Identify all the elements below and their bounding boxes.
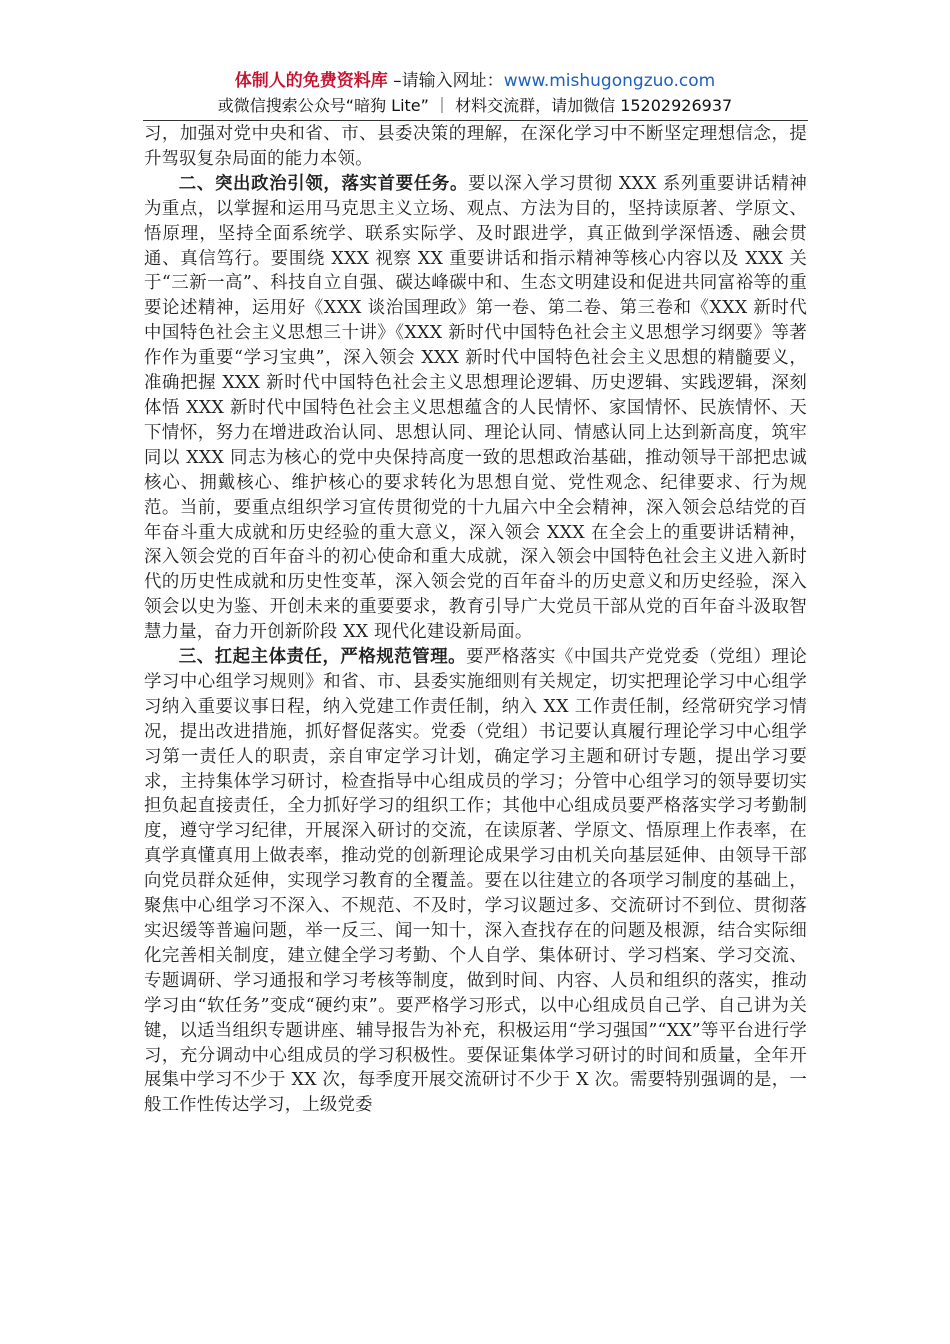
header-banner-line bbox=[0, 68, 950, 94]
paragraph-continuation: 习，加强对党中央和省、市、县委决策的理解，在深化学习中不断坚定理想信念，提升驾驭复杂局面的能力本领。 bbox=[144, 124, 807, 169]
paragraph-section-2 bbox=[144, 172, 807, 645]
header-contact-line: 或微信搜索公众号“暗狗 Lite” ｜ 材料交流群，请加微信 15202926937 bbox=[217, 96, 733, 115]
section-3-text: 要严格落实《中国共产党党委（党组）理论学习中心组学习规则》和省、市、县委实施细则有关规定，切实把理论学习中心组学习纳入重要议事日程，纳入党建工作责任制，纳入 XX 工作责任制，经常研究学习情况，提出改进措施，抓好督促落实。党委（党组）书记要认真履行理论学习中心组学习第一责任人的职责，亲自审定学习计划，确定学习主题和研讨专题，提出学习要求，主持集体学习研讨，检查指导中心组成员的学习；分管中心组学习的领导要切实担负起直接责任，全力抓好学习的组织工作；其他中心组成员要严格落实学习考勤制度，遵守学习纪律，开展深入研讨的交流，在读原著、学原文、悟原理上作表率，在真学真懂真用上做表率，推动党的创新理论成果学习由机关向基层延伸、由领导干部向党员群众延伸，实现学习教育的全覆盖。要在以往建立的各项学习制度的基础上，聚焦中心组学习不深入、不规范、不及时，学习议题过多、交流研讨不到位、贯彻落实迟缓等普遍问题，举一反三、闻一知十，深入查找存在的问题及根源，结合实际细化完善相关制度，建立健全学习考勤、个人自学、集体研讨、学习档案、学习交流、专题调研、学习通报和学习考核等制度，做到时间、内容、人员和组织的落实，推动学习由“软任务”变成“硬约束”。要严格学习形式，以中心组成员自己学、自己讲为关键，以适当组织专题讲座、辅导报告为补充，积极运用“学习强国”“XX”等平台进行学习，充分调动中心组成员的学习积极性。要保证集体学习研讨的时间和质量，全年开展集中学习不少于 XX 次，每季度开展交流研讨不少于 X 次。需要特别强调的是，一般工作性传达学习，上级党委 bbox=[144, 647, 807, 1116]
header-divider bbox=[143, 120, 808, 121]
page-header bbox=[0, 68, 950, 118]
header-url-prompt: –请输入网址： bbox=[387, 71, 504, 91]
header-url-link[interactable]: www.mishugongzuo.com bbox=[503, 71, 716, 91]
header-brand: 体制人的免费资料库 bbox=[234, 71, 388, 91]
section-2-text: 要以深入学习贯彻 XXX 系列重要讲话精神为重点，以掌握和运用马克思主义立场、观点、方法为目的，坚持读原著、学原文、悟原理，坚持全面系统学、联系实际学、及时跟进学，真正做到学深悟透、融会贯通、真信笃行。要围绕 XXX 视察 XX 重要讲话和指示精神等核心内容以及 XXX 关于“三新一高”、科技自立自强、碳达峰碳中和、生态文明建设和促进共同富裕等的重要论述精神，运用好《XXX 谈治国理政》第一卷、第二卷、第三卷和《XXX 新时代中国特色社会主义思想三十讲》《XXX 新时代中国特色社会主义思想学习纲要》等著作作为重要“学习宝典”，深入领会 XXX 新时代中国特色社会主义思想的精髓要义，准确把握 XXX 新时代中国特色社会主义思想理论逻辑、历史逻辑、实践逻辑，深刻体悟 XXX 新时代中国特色社会主义思想蕴含的人民情怀、家国情怀、民族情怀、天下情怀，努力在增进政治认同、思想认同、理论认同、情感认同上达到新高度，筑牢同以 XXX 同志为核心的党中央保持高度一致的思想政治基础，推动领导干部把忠诚核心、拥戴核心、维护核心的要求转化为思想自觉、党性观念、纪律要求、行为规范。当前，要重点组织学习宣传贯彻党的十九届六中全会精神，深入领会总结党的百年奋斗重大成就和历史经验的重大意义，深入领会 XXX 在全会上的重要讲话精神，深入领会党的百年奋斗的初心使命和重大成就，深入领会中国特色社会主义进入新时代的历史性成就和历史性变革，深入领会党的百年奋斗的历史意义和历史经验，深入领会以史为鉴、开创未来的重要要求，教育引导广大党员干部从党的百年奋斗汲取智慧力量，奋力开创新阶段 XX 现代化建设新局面。 bbox=[144, 173, 808, 643]
section-2-heading: 二、突出政治引领，落实首要任务。 bbox=[178, 173, 469, 194]
document-body bbox=[144, 122, 807, 1118]
paragraph-section-3 bbox=[144, 645, 807, 1118]
section-3-heading: 三、扛起主体责任，严格规范管理。 bbox=[178, 647, 467, 668]
